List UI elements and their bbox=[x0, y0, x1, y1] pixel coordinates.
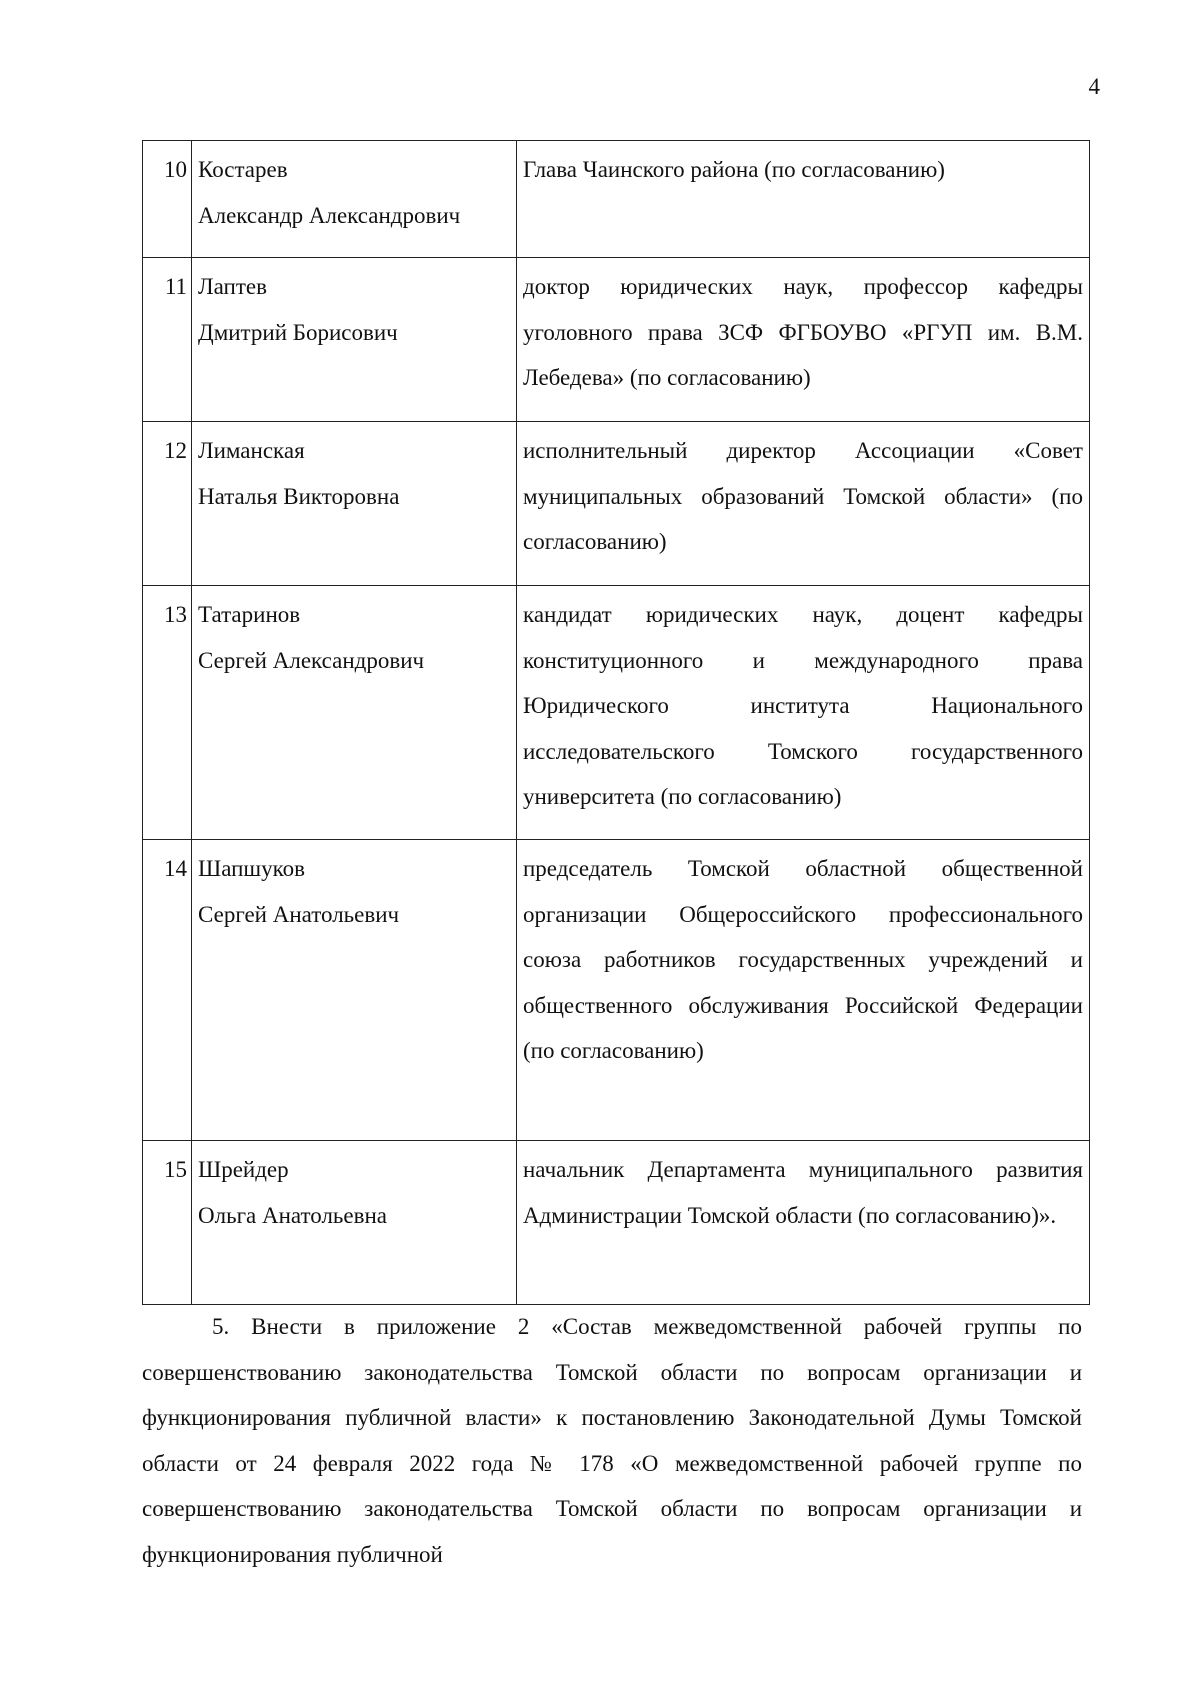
member-given-names: Дмитрий Борисович bbox=[198, 319, 398, 345]
member-name bbox=[192, 422, 517, 586]
member-given-names: Александр Александрович bbox=[198, 202, 461, 228]
member-position bbox=[517, 258, 1090, 422]
member-position-text: начальник Департамента муниципального развития Администрации Томской области (по согласованию)». bbox=[523, 1157, 1083, 1228]
members-table bbox=[142, 140, 1090, 1305]
member-name bbox=[192, 1141, 517, 1305]
member-position-text: доктор юридических наук, профессор кафедры уголовного права ЗСФ ФГБОУВО «РГУП им. В.М. Лебедева» (по согласованию) bbox=[523, 274, 1083, 390]
member-name bbox=[192, 141, 517, 258]
table-row bbox=[143, 422, 1090, 586]
member-given-names: Ольга Анатольевна bbox=[198, 1202, 387, 1228]
member-number: 13 bbox=[143, 586, 192, 840]
member-surname: Татаринов bbox=[198, 602, 301, 627]
member-name bbox=[192, 586, 517, 840]
member-given-names: Сергей Анатольевич bbox=[198, 901, 400, 927]
member-surname: Лиманская bbox=[198, 438, 305, 463]
member-name bbox=[192, 840, 517, 1141]
member-given-names: Наталья Викторовна bbox=[198, 483, 400, 509]
page-number: 4 bbox=[1088, 74, 1100, 99]
member-position-text: исполнительный директор Ассоциации «Совет муниципальных образований Томской области» (по согласованию) bbox=[523, 438, 1083, 554]
member-name bbox=[192, 258, 517, 422]
member-position-text: Глава Чаинского района (по согласованию) bbox=[523, 157, 945, 182]
member-given-names: Сергей Александрович bbox=[198, 647, 425, 673]
table-row bbox=[143, 586, 1090, 840]
table-row bbox=[143, 141, 1090, 258]
member-position bbox=[517, 141, 1090, 258]
member-number: 10 bbox=[143, 141, 192, 258]
member-surname: Шрейдер bbox=[198, 1157, 289, 1182]
member-position bbox=[517, 586, 1090, 840]
member-surname: Лаптев bbox=[198, 274, 267, 299]
member-position bbox=[517, 422, 1090, 586]
table-row bbox=[143, 1141, 1090, 1305]
paragraph-item-5: 5. Внести в приложение 2 «Состав межведомственной рабочей группы по совершенствованию законодательства Томской области по вопросам организации и функционирования публичной власти» к постановлению Законодательной Думы Томской области от 24 февраля 2022 года № 178 «О межведомственной рабочей группе по совершенствованию законодательства Томской области по вопросам организации и функционирования публичной bbox=[142, 1314, 1082, 1567]
member-surname: Костарев bbox=[198, 157, 288, 182]
member-number: 12 bbox=[143, 422, 192, 586]
member-number: 14 bbox=[143, 840, 192, 1141]
member-position bbox=[517, 1141, 1090, 1305]
member-position bbox=[517, 840, 1090, 1141]
table-row bbox=[143, 258, 1090, 422]
member-position-text: председатель Томской областной общественной организации Общероссийского профессионального союза работников государственных учреждений и общественного обслуживания Российской Федерации (по согласованию) bbox=[523, 856, 1083, 1063]
member-position-text: кандидат юридических наук, доцент кафедры конституционного и международного права Юридического института Национального исследовательского Томского государственного университета (по согласованию) bbox=[523, 602, 1083, 809]
table-row bbox=[143, 840, 1090, 1141]
member-surname: Шапшуков bbox=[198, 856, 305, 881]
member-number: 11 bbox=[143, 258, 192, 422]
member-number: 15 bbox=[143, 1141, 192, 1305]
